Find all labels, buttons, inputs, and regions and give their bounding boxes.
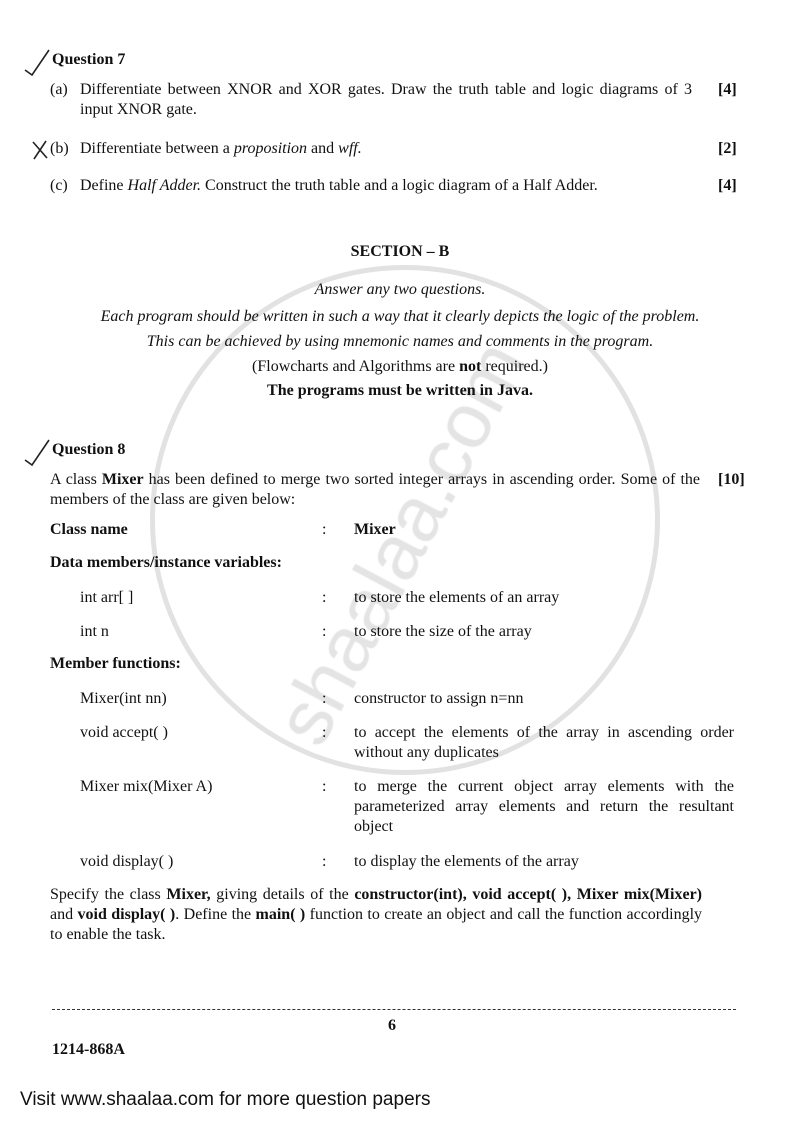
- section-b-instruction-3: This can be achieved by using mnemonic names and comments in the program.: [146, 333, 654, 350]
- q7c-marks: [4]: [718, 177, 737, 194]
- member-function-name: Mixer(int nn): [80, 690, 167, 707]
- paper-code: 1214-868A: [52, 1041, 125, 1058]
- q7b-marks: [2]: [718, 140, 737, 157]
- data-member-name: int n: [80, 623, 109, 640]
- q7b-label: (b): [50, 140, 69, 157]
- member-function-name: void display( ): [80, 853, 174, 870]
- q8-intro: A class Mixer has been defined to merge two sorted integer arrays in ascending order. Some of the members of the class are given below:: [50, 471, 700, 508]
- q7a-marks: [4]: [718, 81, 737, 98]
- section-b-instruction-5: The programs must be written in Java.: [267, 382, 533, 399]
- class-name-value: Mixer: [354, 521, 396, 538]
- question-8-title: Question 8: [52, 441, 126, 458]
- page-divider: [52, 1009, 736, 1010]
- section-b-instruction-2: Each program should be written in such a way that it clearly depicts the logic of the problem.: [100, 308, 700, 325]
- page-number: 6: [388, 1017, 396, 1034]
- colon: :: [322, 690, 327, 707]
- member-function-name: Mixer mix(Mixer A): [80, 778, 213, 795]
- colon: :: [322, 623, 327, 640]
- data-member-desc: to store the size of the array: [354, 623, 532, 640]
- class-name-label: Class name: [50, 521, 128, 538]
- tick-mark-icon: [22, 48, 52, 78]
- q7a-label: (a): [50, 81, 68, 98]
- member-function-desc: to merge the current object array elements with the parameterized array elements and return the resultant object: [354, 778, 734, 835]
- colon: :: [322, 778, 327, 795]
- q8-marks: [10]: [718, 471, 745, 488]
- colon: :: [322, 589, 327, 606]
- data-members-label: Data members/instance variables:: [50, 554, 282, 571]
- q8-specification: Specify the class Mixer, giving details of the constructor(int), void accept( ), Mixer mix(Mixer) and void display( ). Define the main( ) function to create an object and call the function accordingly to enable the task.: [50, 886, 703, 943]
- member-function-desc: constructor to assign n=nn: [354, 690, 524, 707]
- section-b-title: SECTION – B: [350, 243, 450, 260]
- member-function-desc: to accept the elements of the array in ascending order without any duplicates: [354, 724, 734, 761]
- q7c-label: (c): [50, 177, 68, 194]
- q7b-text: Differentiate between a proposition and wff.: [80, 140, 362, 157]
- colon: :: [322, 853, 327, 870]
- section-b-instruction-4: (Flowcharts and Algorithms are not required.): [252, 358, 548, 375]
- colon: :: [322, 521, 327, 538]
- member-function-name: void accept( ): [80, 724, 168, 741]
- q7a-text: Differentiate between XNOR and XOR gates. Draw the truth table and logic diagrams of 3 input XNOR gate.: [80, 81, 692, 118]
- question-7-title: Question 7: [52, 51, 126, 68]
- data-member-name: int arr[ ]: [80, 589, 134, 606]
- member-function-desc: to display the elements of the array: [354, 853, 579, 870]
- colon: :: [322, 724, 327, 741]
- section-b-instruction-1: Answer any two questions.: [314, 281, 486, 298]
- member-functions-label: Member functions:: [50, 655, 181, 672]
- data-member-desc: to store the elements of an array: [354, 589, 560, 606]
- cross-mark-icon: [30, 138, 50, 162]
- q7c-text: Define Half Adder. Construct the truth table and a logic diagram of a Half Adder.: [80, 177, 598, 194]
- footer-link-text[interactable]: Visit www.shaalaa.com for more question papers: [20, 1089, 431, 1110]
- tick-mark-icon: [22, 438, 52, 468]
